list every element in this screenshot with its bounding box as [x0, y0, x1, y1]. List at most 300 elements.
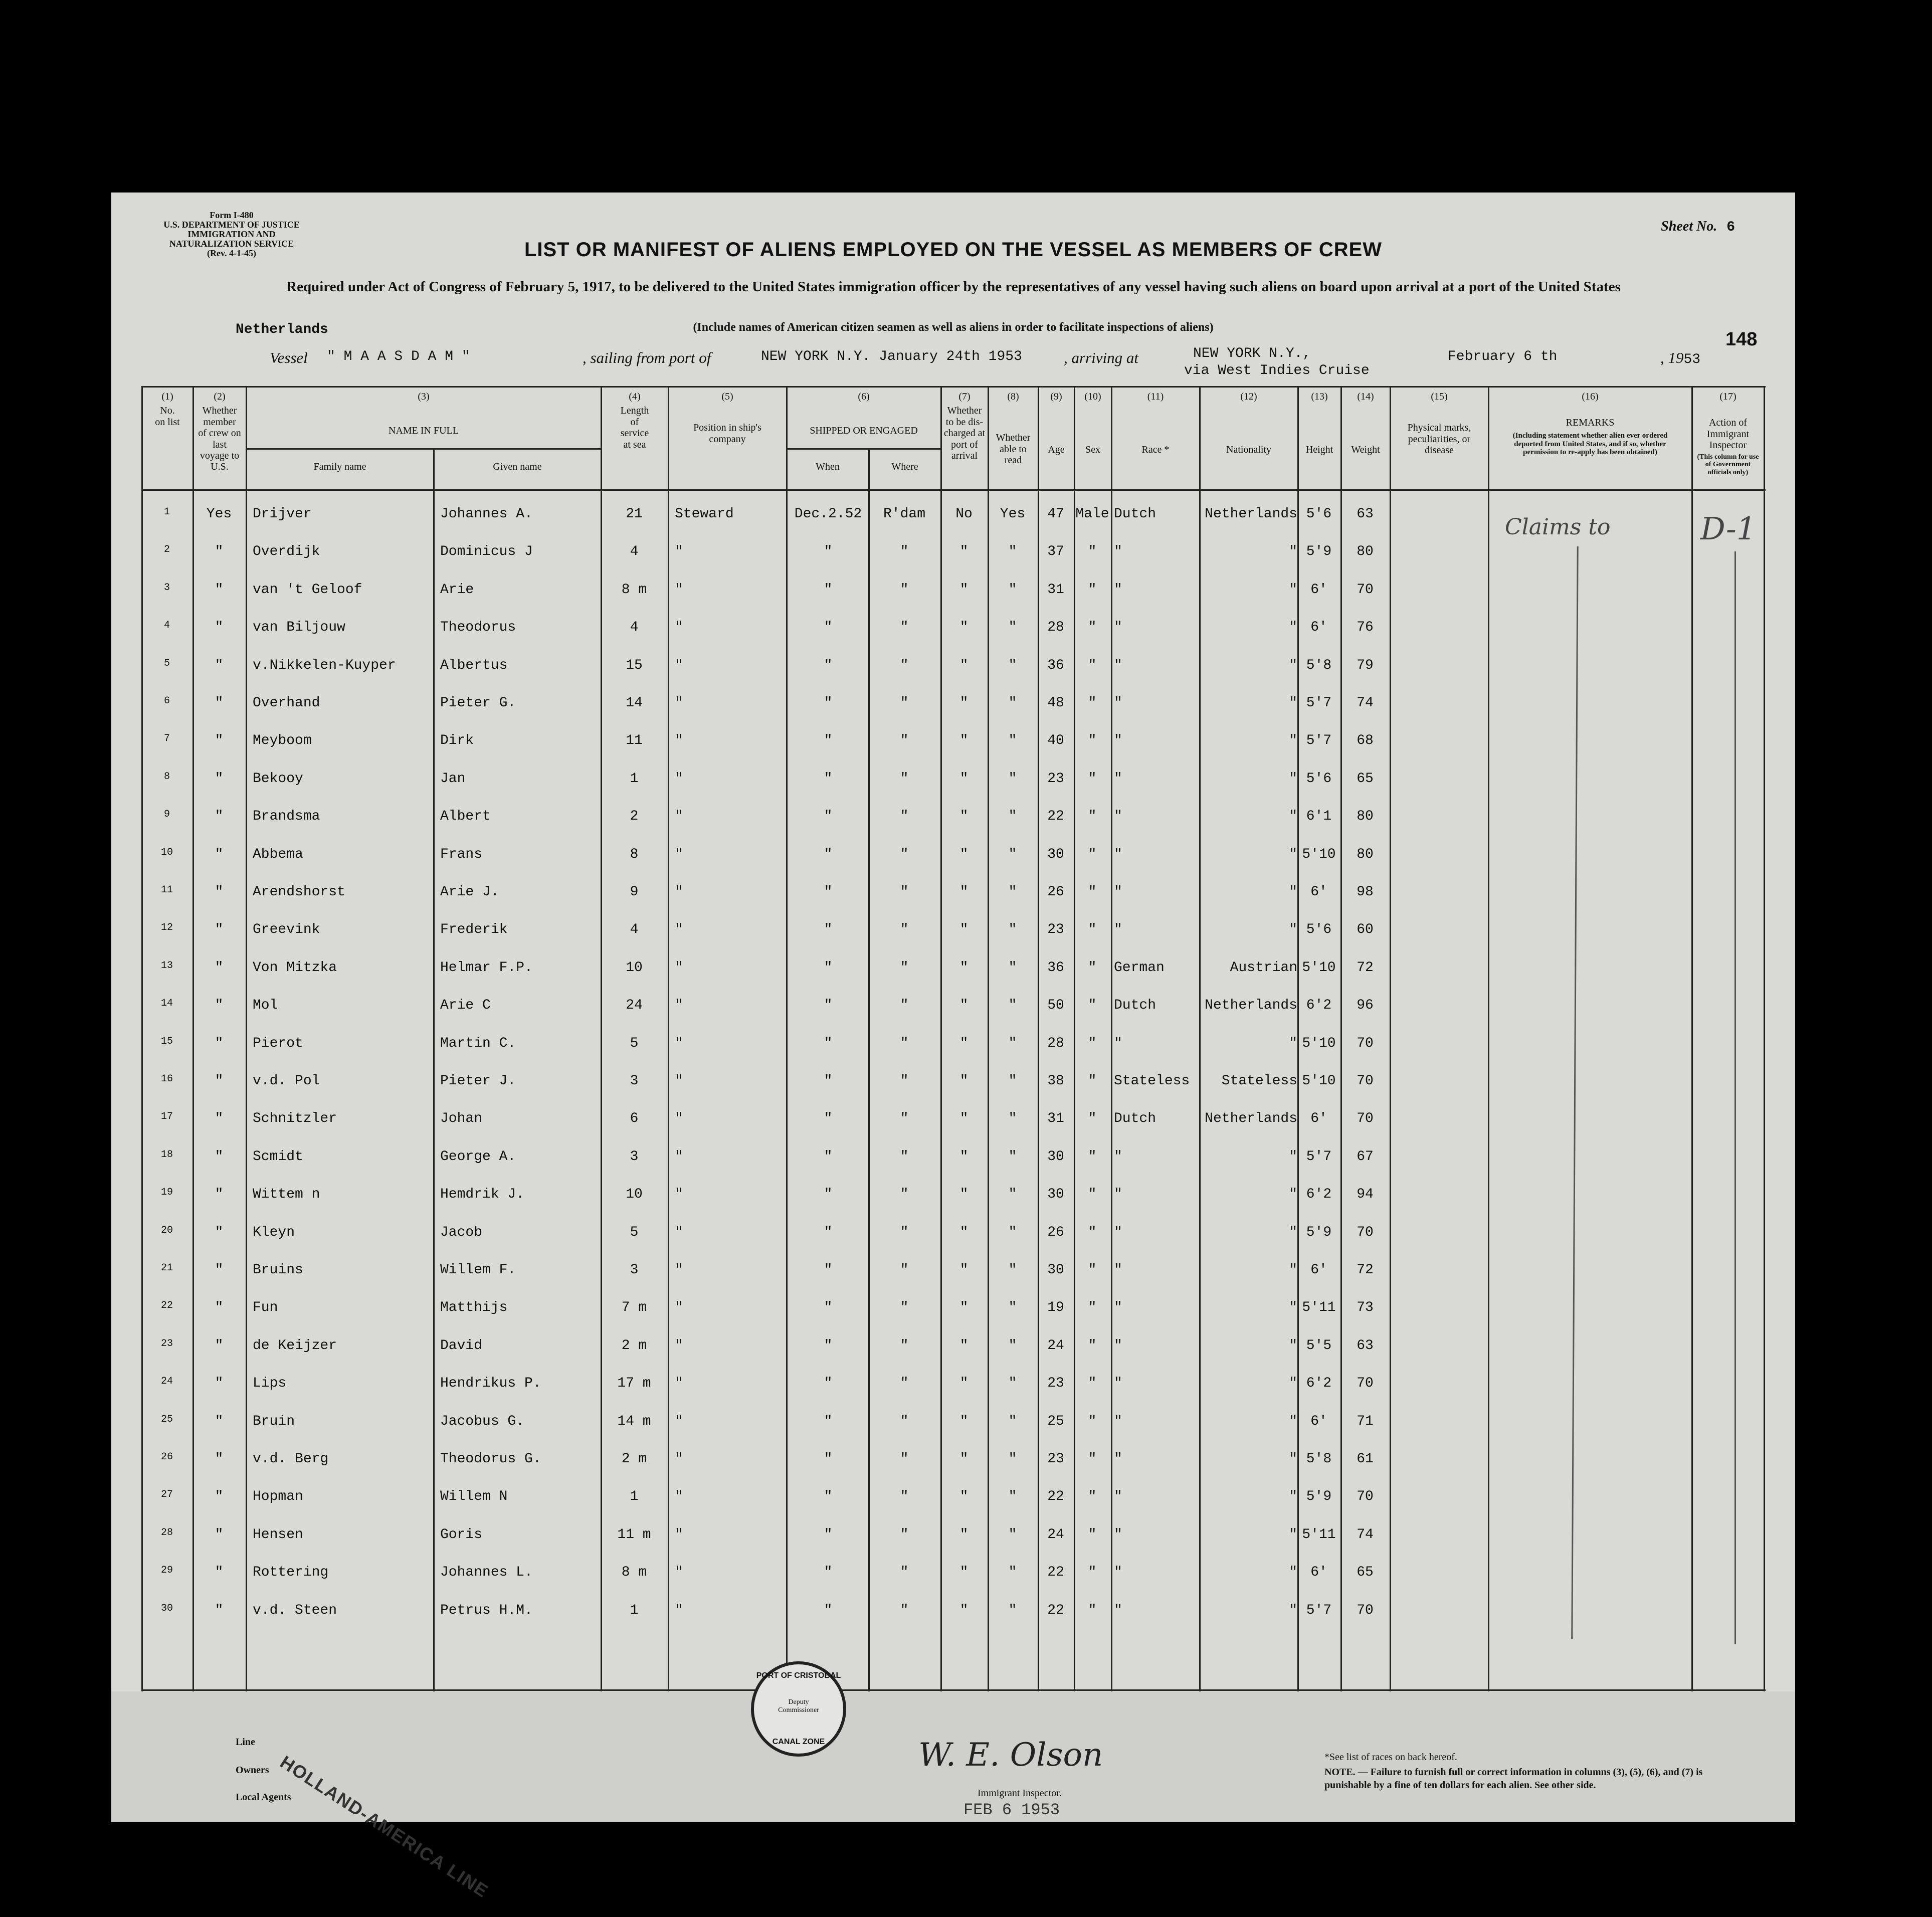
table-top-rule [141, 386, 1766, 388]
cell-race: " [1114, 771, 1122, 787]
table-row [141, 686, 1766, 724]
cell-crew: " [215, 1148, 224, 1165]
cell-position: " [675, 1565, 683, 1581]
cell-nat: " [1289, 1187, 1297, 1203]
cell-where: " [900, 1300, 909, 1316]
line-label: Line [236, 1737, 255, 1748]
cell-read: " [1008, 846, 1017, 862]
cell-service: 2 m [621, 1337, 647, 1354]
cell-crew: " [215, 1526, 224, 1543]
cell-position: " [675, 1148, 683, 1165]
cell-where: " [900, 1262, 909, 1278]
cell-nat: " [1289, 1337, 1297, 1354]
cell-when: " [824, 1148, 833, 1165]
table-row [141, 1518, 1766, 1556]
cell-read: " [1008, 1187, 1017, 1203]
cell-where: " [900, 1187, 909, 1203]
cell-no: 4 [163, 620, 170, 632]
col-number: (7) [958, 391, 971, 402]
col-number: (16) [1582, 391, 1599, 402]
cell-race: " [1114, 1337, 1122, 1354]
cell-service: 17 m [617, 1376, 651, 1392]
form-number: Form I-480 [210, 210, 254, 220]
cell-service: 15 [626, 657, 643, 673]
cell-nat: Netherlands [1205, 998, 1297, 1014]
cell-position: " [675, 884, 683, 900]
cell-where: " [900, 922, 909, 938]
col14-header [1341, 391, 1390, 456]
cell-race: " [1114, 1565, 1122, 1581]
cell-crew: " [215, 884, 224, 900]
cell-given: George A. [440, 1148, 516, 1165]
cell-no: 15 [160, 1035, 173, 1047]
cell-age: 19 [1047, 1300, 1064, 1316]
cell-sex: " [1088, 771, 1097, 787]
cell-no: 8 [163, 771, 170, 783]
cell-when: " [824, 1526, 833, 1543]
cell-height: 5'11 [1302, 1526, 1336, 1543]
cell-crew: " [215, 1602, 224, 1618]
cell-where: " [900, 1413, 909, 1429]
cell-height: 5'10 [1302, 1035, 1336, 1051]
cell-family: Pierot [253, 1035, 303, 1051]
cell-read: " [1008, 1602, 1017, 1618]
cell-weight: 70 [1357, 1224, 1374, 1240]
col8-header [989, 391, 1038, 466]
cell-position: " [675, 1187, 683, 1203]
cell-disch: " [959, 1187, 969, 1203]
cell-family: Bruin [253, 1413, 295, 1429]
sheet-number [1661, 219, 1735, 235]
cell-no: 25 [160, 1413, 173, 1425]
cell-race: " [1114, 1300, 1122, 1316]
cell-when: " [824, 657, 833, 673]
cell-height: 6' [1310, 620, 1327, 636]
cell-race: " [1114, 620, 1122, 636]
cell-given: Theodorus G. [440, 1451, 541, 1467]
cell-no: 9 [163, 809, 170, 821]
cell-where: " [900, 1337, 909, 1354]
cell-read: " [1008, 1376, 1017, 1392]
note-text: — Failure to furnish full or correct information in columns (3), (5), (6), and (7) is punishable by a fine of ten dollars for each alien. See other side. [1324, 1767, 1703, 1791]
cell-service: 24 [626, 998, 643, 1014]
cell-family: Arendshorst [253, 884, 345, 900]
cell-age: 23 [1047, 1376, 1064, 1392]
cell-age: 26 [1047, 1224, 1064, 1240]
cell-height: 5'5 [1306, 1337, 1332, 1354]
cell-service: 1 [630, 1489, 639, 1505]
cell-weight: 70 [1357, 1489, 1374, 1505]
cell-given: Jan [440, 771, 466, 787]
sheet-value: 6 [1726, 220, 1735, 235]
table-row [141, 1140, 1766, 1178]
cell-nat: " [1289, 1035, 1297, 1051]
col16-header [1489, 391, 1691, 460]
cell-read: " [1008, 1451, 1017, 1467]
col-number: (12) [1240, 391, 1257, 402]
cell-family: Lips [253, 1376, 287, 1392]
col-label: SHIPPED OR ENGAGED [810, 425, 918, 437]
table-row [141, 875, 1766, 913]
col-label: Length of service at sea [620, 405, 649, 450]
cell-no: 16 [160, 1073, 173, 1085]
cell-sex: " [1088, 1526, 1097, 1543]
table-row [141, 913, 1766, 950]
cell-sex: " [1088, 657, 1097, 673]
cell-nat: " [1289, 922, 1297, 938]
col-number: (1) [161, 391, 173, 402]
cell-crew: " [215, 1376, 224, 1392]
cell-no: 28 [160, 1526, 173, 1539]
cell-no: 10 [160, 846, 173, 858]
cell-race: " [1114, 1451, 1122, 1467]
col7-header [941, 391, 988, 464]
cell-age: 30 [1047, 1148, 1064, 1165]
cell-nat: " [1289, 884, 1297, 900]
cell-crew: " [215, 657, 224, 673]
cell-read: " [1008, 922, 1017, 938]
header-bottom-rule [141, 489, 1766, 491]
cell-age: 22 [1047, 1565, 1064, 1581]
col-label: Whether member of crew on last voyage to U.S. [198, 405, 241, 473]
cell-read: " [1008, 1035, 1017, 1051]
cell-family: Schnitzler [253, 1111, 337, 1127]
cell-nat: " [1289, 771, 1297, 787]
cell-when: " [824, 1451, 833, 1467]
cell-when: " [824, 544, 833, 560]
cell-family: van Biljouw [253, 620, 345, 636]
cell-weight: 74 [1357, 695, 1374, 711]
cell-race: " [1114, 809, 1122, 825]
cell-age: 36 [1047, 657, 1064, 673]
cell-where: " [900, 695, 909, 711]
cell-crew: " [215, 998, 224, 1014]
cell-age: 28 [1047, 1035, 1064, 1051]
cell-crew: " [215, 1451, 224, 1467]
cell-nat: " [1289, 582, 1297, 598]
cell-nat: " [1289, 809, 1297, 825]
vessel-label: Vessel [270, 349, 308, 366]
cell-where: " [900, 809, 909, 825]
cell-height: 5'7 [1306, 695, 1332, 711]
cell-sex: " [1088, 1187, 1097, 1203]
cell-sex: Male [1075, 506, 1109, 522]
page-number: 148 [1725, 329, 1758, 350]
cell-family: de Keijzer [253, 1337, 337, 1354]
cell-nat: " [1289, 1602, 1297, 1618]
cell-crew: " [215, 922, 224, 938]
table-row [141, 1329, 1766, 1367]
cell-weight: 70 [1357, 1111, 1374, 1127]
year-prefix: , 19 [1660, 349, 1684, 366]
cell-age: 37 [1047, 544, 1064, 560]
col5-header [669, 391, 786, 445]
table-row [141, 649, 1766, 686]
races-note: *See list of races on back hereof. [1324, 1752, 1457, 1763]
cell-weight: 74 [1357, 1526, 1374, 1543]
cell-race: Dutch [1114, 1111, 1156, 1127]
table-row [141, 1594, 1766, 1631]
cell-nat: " [1289, 544, 1297, 560]
col-number: (10) [1084, 391, 1101, 402]
cell-family: v.d. Pol [253, 1073, 320, 1089]
col-number: (6) [858, 391, 870, 402]
cell-family: Hensen [253, 1526, 303, 1543]
table-row [141, 762, 1766, 800]
cell-when: " [824, 960, 833, 976]
line-stamp: HOLLAND-AMERICA LINE [276, 1752, 493, 1902]
cell-disch: " [959, 620, 969, 636]
cell-when: " [824, 1187, 833, 1203]
cell-disch: " [959, 695, 969, 711]
cell-race: German [1114, 960, 1165, 976]
cell-no: 12 [160, 922, 173, 934]
cell-disch: " [959, 1376, 969, 1392]
cell-family: Fun [253, 1300, 278, 1316]
cell-read: " [1008, 1148, 1017, 1165]
cell-nat: " [1289, 846, 1297, 862]
arrival-date: February 6 th [1448, 349, 1558, 364]
cell-where: " [900, 1451, 909, 1467]
cell-service: 8 m [621, 1565, 647, 1581]
col-number: (11) [1147, 391, 1164, 402]
cell-crew: " [215, 695, 224, 711]
port-stamp [751, 1661, 846, 1757]
arriving-port: NEW YORK N.Y., [1193, 346, 1311, 361]
cell-position: Steward [675, 506, 734, 522]
cell-no: 2 [163, 544, 170, 556]
col17-header [1692, 391, 1764, 479]
cell-service: 4 [630, 922, 639, 938]
cell-service: 9 [630, 884, 639, 900]
cell-sex: " [1088, 544, 1097, 560]
cell-disch: " [959, 846, 969, 862]
cell-position: " [675, 1224, 683, 1240]
table-row [141, 1405, 1766, 1442]
cell-where: " [900, 884, 909, 900]
cell-age: 31 [1047, 1111, 1064, 1127]
cell-given: Arie [440, 582, 474, 598]
vessel-flag: Netherlands [236, 322, 328, 337]
cell-weight: 73 [1357, 1300, 1374, 1316]
cell-given: Petrus H.M. [440, 1602, 533, 1618]
cell-crew: " [215, 1300, 224, 1316]
remarks-handwriting: Claims to [1505, 514, 1611, 540]
cell-disch: " [959, 1489, 969, 1505]
cell-service: 10 [626, 1187, 643, 1203]
year-label [1660, 349, 1700, 367]
cell-age: 23 [1047, 1451, 1064, 1467]
cell-family: Kleyn [253, 1224, 295, 1240]
cell-race: " [1114, 544, 1122, 560]
cell-height: 5'11 [1302, 1300, 1336, 1316]
col-label: Physical marks, peculiarities, or disease [1407, 422, 1471, 456]
cell-given: Albert [440, 809, 491, 825]
cell-sex: " [1088, 1451, 1097, 1467]
cell-read: " [1008, 1300, 1017, 1316]
col6-header [787, 391, 940, 437]
cell-race: " [1114, 846, 1122, 862]
cell-given: Frederik [440, 922, 508, 938]
cell-read: " [1008, 1526, 1017, 1543]
cell-sex: " [1088, 733, 1097, 749]
cell-crew: " [215, 809, 224, 825]
cell-given: Martin C. [440, 1035, 516, 1051]
cell-when: " [824, 733, 833, 749]
cell-race: " [1114, 1489, 1122, 1505]
cell-nat: " [1289, 1262, 1297, 1278]
cell-when: " [824, 1376, 833, 1392]
cell-when: " [824, 998, 833, 1014]
cell-weight: 94 [1357, 1187, 1374, 1203]
table-row [141, 838, 1766, 875]
cell-weight: 80 [1357, 544, 1374, 560]
cell-disch: " [959, 809, 969, 825]
cell-read: " [1008, 1224, 1017, 1240]
col-label: REMARKS [1566, 417, 1615, 429]
table-row [141, 1367, 1766, 1404]
port-stamp-bottom: CANAL ZONE [772, 1738, 825, 1746]
cell-read: " [1008, 1262, 1017, 1278]
cell-read: " [1008, 809, 1017, 825]
cell-when: " [824, 1300, 833, 1316]
cell-given: Frans [440, 846, 483, 862]
inspector-signature: W. E. Olson [918, 1737, 1103, 1774]
cell-position: " [675, 620, 683, 636]
cell-where: " [900, 960, 909, 976]
cell-when: " [824, 771, 833, 787]
cell-age: 28 [1047, 620, 1064, 636]
cell-service: 14 m [617, 1413, 651, 1429]
cell-where: " [900, 1148, 909, 1165]
cell-age: 50 [1047, 998, 1064, 1014]
cell-nat: " [1289, 1565, 1297, 1581]
cell-weight: 70 [1357, 1376, 1374, 1392]
cell-age: 38 [1047, 1073, 1064, 1089]
cell-weight: 76 [1357, 620, 1374, 636]
cell-crew: Yes [206, 506, 232, 522]
cell-no: 6 [163, 695, 170, 707]
cell-disch: " [959, 922, 969, 938]
cell-position: " [675, 1602, 683, 1618]
col-label: Weight [1351, 444, 1380, 456]
cell-family: Von Mitzka [253, 960, 337, 976]
cell-position: " [675, 582, 683, 598]
cell-disch: " [959, 1035, 969, 1051]
cell-race: " [1114, 1262, 1122, 1278]
cell-crew: " [215, 1565, 224, 1581]
cell-age: 23 [1047, 771, 1064, 787]
col-number: (4) [629, 391, 641, 402]
cell-given: Pieter G. [440, 695, 516, 711]
table-row [141, 1027, 1766, 1064]
cell-age: 22 [1047, 1602, 1064, 1618]
cell-given: Willem F. [440, 1262, 516, 1278]
cell-disch: " [959, 582, 969, 598]
cell-where: " [900, 733, 909, 749]
cell-read: " [1008, 544, 1017, 560]
cell-sex: " [1088, 1300, 1097, 1316]
cell-where: " [900, 1073, 909, 1089]
cell-position: " [675, 657, 683, 673]
cell-family: Abbema [253, 846, 303, 862]
cell-family: v.d. Berg [253, 1451, 329, 1467]
cell-age: 36 [1047, 960, 1064, 976]
col4-header [602, 391, 668, 453]
cell-disch: " [959, 998, 969, 1014]
col10-header [1075, 391, 1111, 456]
arriving-label: , arriving at [1064, 349, 1138, 366]
cell-weight: 72 [1357, 960, 1374, 976]
cell-height: 6' [1310, 884, 1327, 900]
cell-given: Pieter J. [440, 1073, 516, 1089]
cell-service: 5 [630, 1035, 639, 1051]
cell-sex: " [1088, 1489, 1097, 1505]
cell-read: " [1008, 582, 1017, 598]
cell-where: " [900, 1224, 909, 1240]
cell-service: 11 m [617, 1526, 651, 1543]
cell-where: " [900, 1526, 909, 1543]
sheet-label: Sheet No. [1661, 219, 1717, 234]
cell-given: Jacob [440, 1224, 483, 1240]
cell-height: 5'6 [1306, 506, 1332, 522]
table-bottom-rule [141, 1689, 1766, 1691]
cell-sex: " [1088, 1337, 1097, 1354]
crew-rows [141, 497, 1766, 1685]
cell-service: 3 [630, 1262, 639, 1278]
cell-disch: " [959, 1073, 969, 1089]
cell-no: 19 [160, 1187, 173, 1199]
table-row [141, 1064, 1766, 1102]
cell-crew: " [215, 1073, 224, 1089]
footer-note [1324, 1766, 1735, 1792]
col-number: (17) [1719, 391, 1736, 402]
cell-race: Stateless [1114, 1073, 1190, 1089]
col-number: (14) [1357, 391, 1374, 402]
cell-height: 5'7 [1306, 1602, 1332, 1618]
cell-service: 8 [630, 846, 639, 862]
cell-read: " [1008, 1565, 1017, 1581]
cell-sex: " [1088, 1376, 1097, 1392]
cell-family: v.d. Steen [253, 1602, 337, 1618]
table-row [141, 1480, 1766, 1517]
cell-race: " [1114, 657, 1122, 673]
action-handwriting: D-1 [1700, 510, 1757, 547]
cell-nat: " [1289, 1376, 1297, 1392]
cell-sex: " [1088, 1602, 1097, 1618]
cell-race: " [1114, 1187, 1122, 1203]
cell-given: Jacobus G. [440, 1413, 525, 1429]
cell-sex: " [1088, 846, 1097, 862]
cell-family: v.Nikkelen-Kuyper [253, 657, 396, 673]
cell-family: Bekooy [253, 771, 303, 787]
cell-position: " [675, 922, 683, 938]
cell-where: " [900, 657, 909, 673]
cell-height: 5'8 [1306, 657, 1332, 673]
cell-height: 5'10 [1302, 1073, 1336, 1089]
cell-sex: " [1088, 960, 1097, 976]
cell-where: " [900, 582, 909, 598]
cell-family: van 't Geloof [253, 582, 362, 598]
table-row [141, 1556, 1766, 1593]
cell-position: " [675, 695, 683, 711]
cell-crew: " [215, 733, 224, 749]
cell-service: 6 [630, 1111, 639, 1127]
cell-read: " [1008, 695, 1017, 711]
cell-no: 24 [160, 1376, 173, 1388]
cell-sex: " [1088, 884, 1097, 900]
cell-weight: 80 [1357, 809, 1374, 825]
